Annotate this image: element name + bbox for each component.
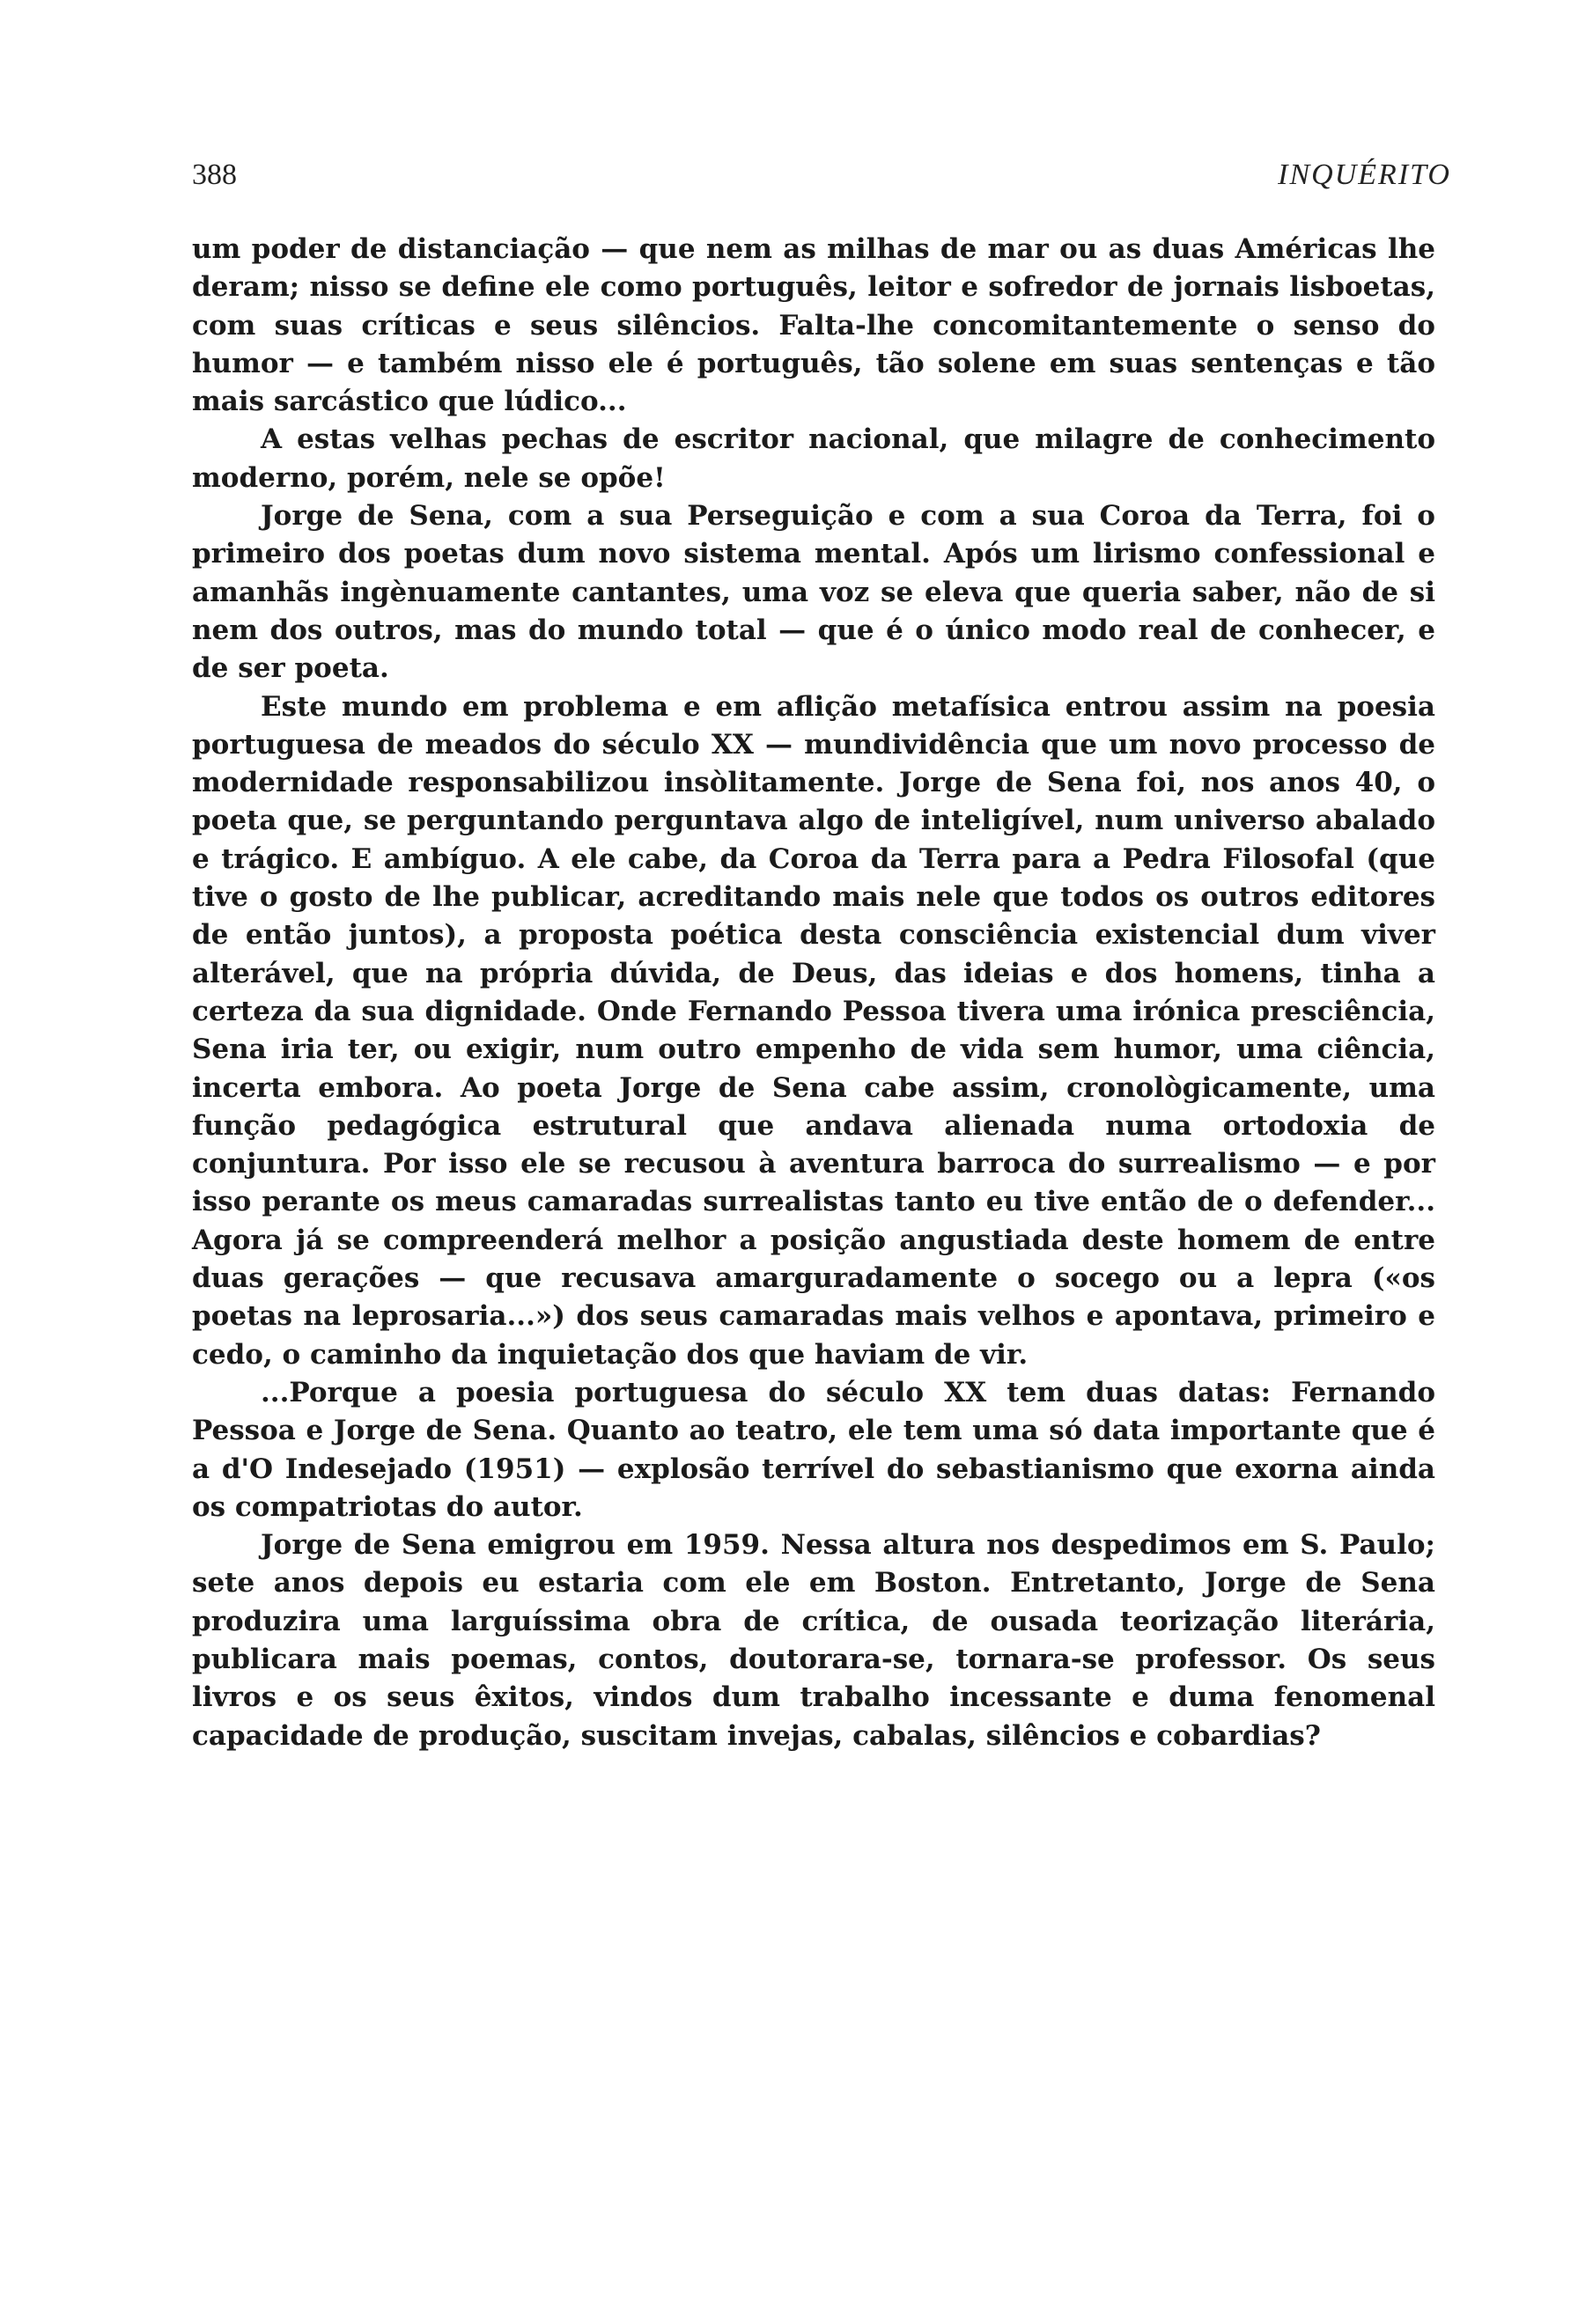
- paragraph: Jorge de Sena, com a sua Perseguição e com a sua Coroa da Terra, foi o primeiro dos poetas dum novo sistema mental. Após um lirismo confessional e amanhãs ingènuamente cantantes, uma voz se eleva que queria saber, não de si nem dos outros, mas do mundo total — que é o único modo real de conhecer, e de ser poeta.: [192, 500, 1435, 685]
- paragraph: A estas velhas pechas de escritor nacional, que milagre de conhecimento moderno, porém, nele se opõe!: [192, 423, 1435, 494]
- paragraph-continued: um poder de distanciação — que nem as milhas de mar ou as duas Américas lhe deram; nisso se define ele como português, leitor e sofredor de jornais lisboetas, com suas críticas e seus silêncios. Falta-lhe concomitantemente o senso do humor — e também nisso ele é português, tão solene em suas sentenças e tão mais sarcástico que lúdico...: [192, 233, 1435, 418]
- paragraph: ...Porque a poesia portuguesa do século XX tem duas datas: Fernando Pessoa e Jorge de Sena. Quanto ao teatro, ele tem uma só data importante que é a d'O Indesejado (1951) — explosão terrível do sebastianismo que exorna ainda os compatriotas do autor.: [192, 1376, 1435, 1523]
- section-title: INQUÉRITO: [1278, 158, 1451, 191]
- paragraph: Este mundo em problema e em aflição metafísica entrou assim na poesia portuguesa de meados do século XX — mundividência que um novo processo de modernidade responsabilizou insòlitamente. Jorge de Sena foi, nos anos 40, o poeta que, se perguntando perguntava algo de inteligível, num universo abalado e trágico. E ambíguo. A ele cabe, da Coroa da Terra para a Pedra Filosofal (que tive o gosto de lhe publicar, acreditando mais nele que todos os outros editores de então juntos), a proposta poética desta consciência existencial dum viver alterável, que na própria dúvida, de Deus, das ideias e dos homens, tinha a certeza da sua dignidade. Onde Fernando Pessoa tivera uma irónica presciência, Sena iria ter, ou exigir, num outro empenho de vida sem humor, uma ciência, incerta embora. Ao poeta Jorge de Sena cabe assim, cronològicamente, uma função pedagógica estrutural que andava alienada numa ortodoxia de conjuntura. Por isso ele se recusou à aventura barroca do surrealismo — e por isso perante os meus camaradas surrealistas tanto eu tive então de o defender... Agora já se compreenderá melhor a posição angustiada deste homem de entre duas gerações — que recusava amarguradamente o socego ou a lepra («os poetas na leprosaria...») dos seus camaradas mais velhos e apontava, primeiro e cedo, o caminho da inquietação dos que haviam de vir.: [192, 690, 1435, 1371]
- body-text: [192, 231, 1435, 1755]
- running-head: [192, 148, 1451, 192]
- paragraph: Jorge de Sena emigrou em 1959. Nessa altura nos despedimos em S. Paulo; sete anos depois eu estaria com ele em Boston. Entretanto, Jorge de Sena produzira uma larguíssima obra de crítica, de ousada teorização literária, publicara mais poemas, contos, doutorara-se, tornara-se professor. Os seus livros e os seus êxitos, vindos dum trabalho incessante e duma fenomenal capacidade de produção, suscitam invejas, cabalas, silêncios e cobardias?: [192, 1529, 1435, 1752]
- page-number: 388: [192, 158, 237, 191]
